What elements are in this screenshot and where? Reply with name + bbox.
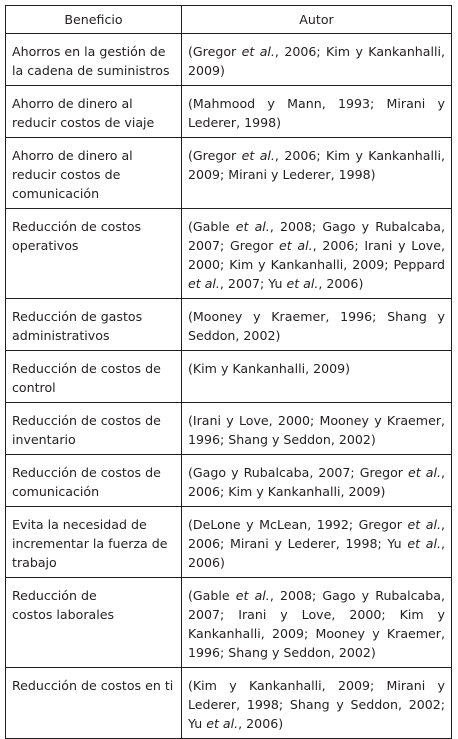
header-benefit: Beneficio: [6, 6, 182, 34]
benefit-cell: Reducción de costos de control: [6, 351, 182, 403]
citation-text: , 2006; Kim y Kankanhalli, 2009): [188, 44, 445, 78]
et-al-italic: et al.: [286, 276, 319, 291]
author-cell: [182, 299, 452, 351]
author-cell: [182, 403, 452, 455]
benefit-cell: Ahorro de dinero al reducir costos de comunicación: [6, 138, 182, 209]
table-row: [6, 578, 452, 668]
citation-text: , 2008; Gago y Rubalcaba, 2007; Irani y Love, 2000; Kim y Kankanhalli, 2009; Mooney y Kraemer, 1996; Shang y Seddon, 2002): [188, 588, 445, 660]
et-al-italic: et al.: [241, 148, 275, 163]
table-row: [6, 86, 452, 138]
author-cell: [182, 507, 452, 578]
et-al-italic: et al.: [279, 238, 313, 253]
author-cell: [182, 455, 452, 507]
citation-text: (Gago y Rubalcaba, 2007; Gregor: [188, 465, 409, 480]
citation-text: (Gable: [188, 588, 236, 603]
benefits-table-container: [5, 5, 451, 739]
benefit-cell: Ahorros en la gestión de la cadena de suministros: [6, 34, 182, 86]
table-row: [6, 351, 452, 403]
table-row: [6, 668, 452, 739]
citation-text: , 2006; Kim y Kankanhalli, 2009): [188, 465, 445, 499]
benefit-cell: Reducción de costos en ti: [6, 668, 182, 739]
table-row: [6, 138, 452, 209]
citation-text: , 2006): [188, 536, 445, 570]
et-al-italic: et al.: [408, 465, 441, 480]
citation-text: , 2007; Yu: [219, 276, 287, 291]
citation-text: , 2006; Kim y Kankanhalli, 2009; Mirani y Lederer, 1998): [188, 148, 445, 182]
author-cell: [182, 138, 452, 209]
citation-text: (Gregor: [188, 44, 242, 59]
citation-text: , 2006; Mirani y Lederer, 1998; Yu: [188, 517, 445, 551]
citation-text: (DeLone y McLean, 1992; Gregor: [188, 517, 408, 532]
author-cell: [182, 86, 452, 138]
citation-text: (Mahmood y Mann, 1993; Mirani y Lederer, 1998): [188, 96, 445, 130]
benefit-cell: Evita la necesidad de incrementar la fuerza de trabajo: [6, 507, 182, 578]
author-cell: [182, 578, 452, 668]
header-author: Autor: [182, 6, 452, 34]
citation-text: , 2008; Gago y Rubalcaba, 2007; Gregor: [188, 219, 445, 253]
et-al-italic: et al.: [235, 588, 270, 603]
et-al-italic: et al.: [241, 44, 275, 59]
table-row: [6, 34, 452, 86]
benefit-cell: Reducción de costos de inventario: [6, 403, 182, 455]
benefit-cell: Reducción de costos laborales: [6, 578, 182, 668]
author-cell: [182, 668, 452, 739]
citation-text: (Kim y Kankanhalli, 2009): [188, 361, 351, 376]
et-al-italic: et al.: [407, 517, 441, 532]
table-row: [6, 209, 452, 299]
et-al-italic: et al.: [188, 276, 220, 291]
table-body: [6, 34, 452, 739]
citation-text: , 2006; Irani y Love, 2000; Kim y Kankanhalli, 2009; Peppard: [188, 238, 445, 272]
citation-text: , 2006): [238, 716, 284, 731]
table-row: [6, 403, 452, 455]
benefit-cell: Ahorro de dinero al reducir costos de viaje: [6, 86, 182, 138]
table-row: [6, 455, 452, 507]
table-row: [6, 299, 452, 351]
author-cell: [182, 209, 452, 299]
author-cell: [182, 34, 452, 86]
et-al-italic: et al.: [407, 536, 441, 551]
table-header-row: [6, 6, 452, 34]
citation-text: (Irani y Love, 2000; Mooney y Kraemer, 1996; Shang y Seddon, 2002): [188, 413, 445, 447]
author-cell: [182, 351, 452, 403]
benefits-table: [5, 5, 452, 739]
citation-text: (Mooney y Kraemer, 1996; Shang y Seddon, 2002): [188, 309, 445, 343]
table-row: [6, 507, 452, 578]
benefit-cell: Reducción de costos operativos: [6, 209, 182, 299]
citation-text: (Gregor: [188, 148, 242, 163]
benefit-cell: Reducción de costos de comunicación: [6, 455, 182, 507]
citation-text: (Kim y Kankanhalli, 2009; Mirani y Lederer, 1998; Shang y Seddon, 2002; Yu: [188, 678, 445, 731]
citation-text: (Gable: [188, 219, 236, 234]
benefit-cell: Reducción de gastos administrativos: [6, 299, 182, 351]
et-al-italic: et al.: [235, 219, 270, 234]
citation-text: , 2006): [318, 276, 364, 291]
et-al-italic: et al.: [206, 716, 239, 731]
